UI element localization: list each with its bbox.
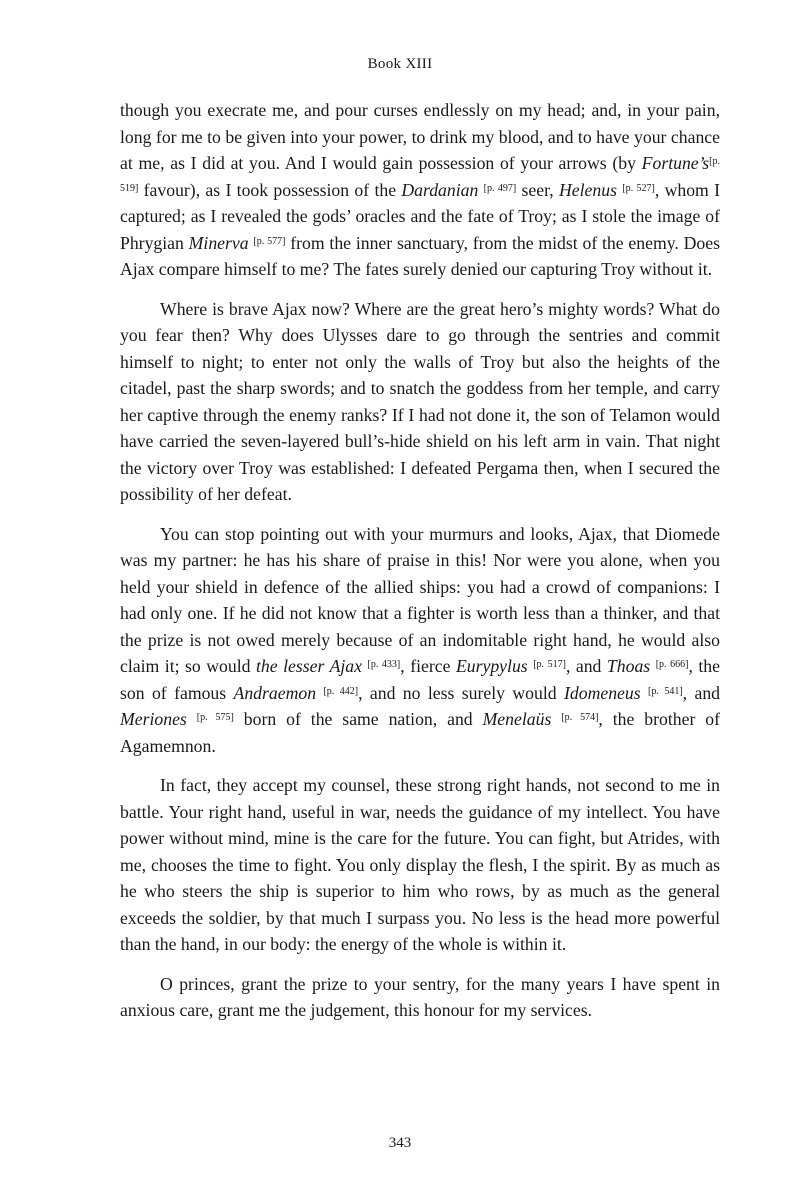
body-text [120,97,720,1024]
italic-name: Dardanian [401,179,479,200]
page-reference: [p. 574] [561,712,599,723]
text-run: Where is brave Ajax now? Where are the great hero’s mighty words? What do you fear then? Why does Ulysses dare to go through the sentries and commit himself to night; to enter not only the walls of Troy but also the heights of the citadel, past the sharp swords; and to snatch the goddess from her temple, and carry her captive through the enemy ranks? If I had not done it, the son of Telamon would have carried the seven-layered bull’s-hide shield on his left arm in vain. That night the victory over Troy was established: I defeated Pergama then, when I secured the possibility of her defeat. [120,298,720,504]
page-reference: [p. 517] [533,659,566,670]
running-head: Book XIII [367,56,433,72]
page-reference: [p. 666] [655,659,689,670]
text-run: seer, [516,179,560,200]
text-run: , and [565,656,607,676]
text-run [641,683,648,703]
italic-name: Helenus [559,179,617,200]
text-run: born of the same nation, and [233,709,483,729]
italic-name: Andraemon [233,682,317,703]
text-run: though you execrate me, and pour curses endlessly on my head; and, in your pain, long for me to be given into your power, to drink my blood, and to have your chance at me, as I did at you. And I would gain possession of your arrows (by [120,100,720,173]
page-reference: [p. 575] [196,712,234,723]
text-run: In fact, they accept my counsel, these strong right hands, not second to me in battle. Your right hand, useful in war, needs the guidance of my intellect. You have power without mind, mine is the care for the future. You can fight, but Atrides, with me, chooses the time to fight. You only display the flesh, I the spirit. By as much as he who steers the ship is superior to him who rows, by as much as the general exceeds the soldier, by that much I surpass you. No less is the head more powerful than the hand, in our body: the energy of the whole is within it. [120,775,720,954]
text-run: , and no less surely would [358,682,565,703]
page-reference: [p. 577] [253,235,286,247]
text-run: , fierce [400,656,456,676]
page-reference: [p. 541] [648,685,683,697]
italic-name: Thoas [606,656,651,676]
page-reference: [p. 442] [323,685,359,697]
text-run [551,709,561,729]
text-run: favour), as I took possession of the [138,179,402,200]
italic-name: Fortune’s [641,153,710,173]
page-number: 343 [388,1135,412,1151]
text-run: , the brother of Agamemnon. [120,709,721,756]
italic-name: Meriones [120,709,187,729]
paragraph [120,971,720,1024]
text-run: O princes, grant the prize to your sentry, for the many years I have spent in anxious care, grant me the judgement, this honour for my services. [120,973,720,1020]
paragraph [120,296,720,508]
paragraph [120,521,720,760]
paragraph [120,772,720,958]
italic-name: Menelaüs [482,709,552,729]
text-run: from the inner sanctuary, from the midst of the enemy. Does Ajax compare himself to me? The fates surely denied our capturing Troy without it. [120,232,720,279]
page-reference: [p. 527] [622,182,655,194]
page-reference: [p. 519] [120,156,720,194]
text-run: , and [682,682,721,703]
italic-name: Idomeneus [564,682,641,703]
page-reference: [p. 433] [367,659,401,670]
italic-name: Minerva [188,232,249,253]
italic-name: the lesser Ajax [256,656,362,676]
italic-name: Eurypylus [455,656,528,676]
text-run: , whom I captured; as I revealed the gods’ oracles and the fate of Troy; as I stole the image of Phrygian [120,179,720,253]
paragraph [120,97,720,283]
text-run: , the son of famous [120,656,720,703]
text-run [187,709,197,729]
text-run: You can stop pointing out with your murmurs and looks, Ajax, that Diomede was my partner: he has his share of praise in this! Nor were you alone, when you held your shield in defence of the allied ships: you had a crowd of companions: I had only one. If he did not know that a fighter is worth less than a thinker, and that the prize is not owed merely because of an indomitable right hand, he would also claim it; so would [120,523,720,676]
page-reference: [p. 497] [483,182,517,194]
